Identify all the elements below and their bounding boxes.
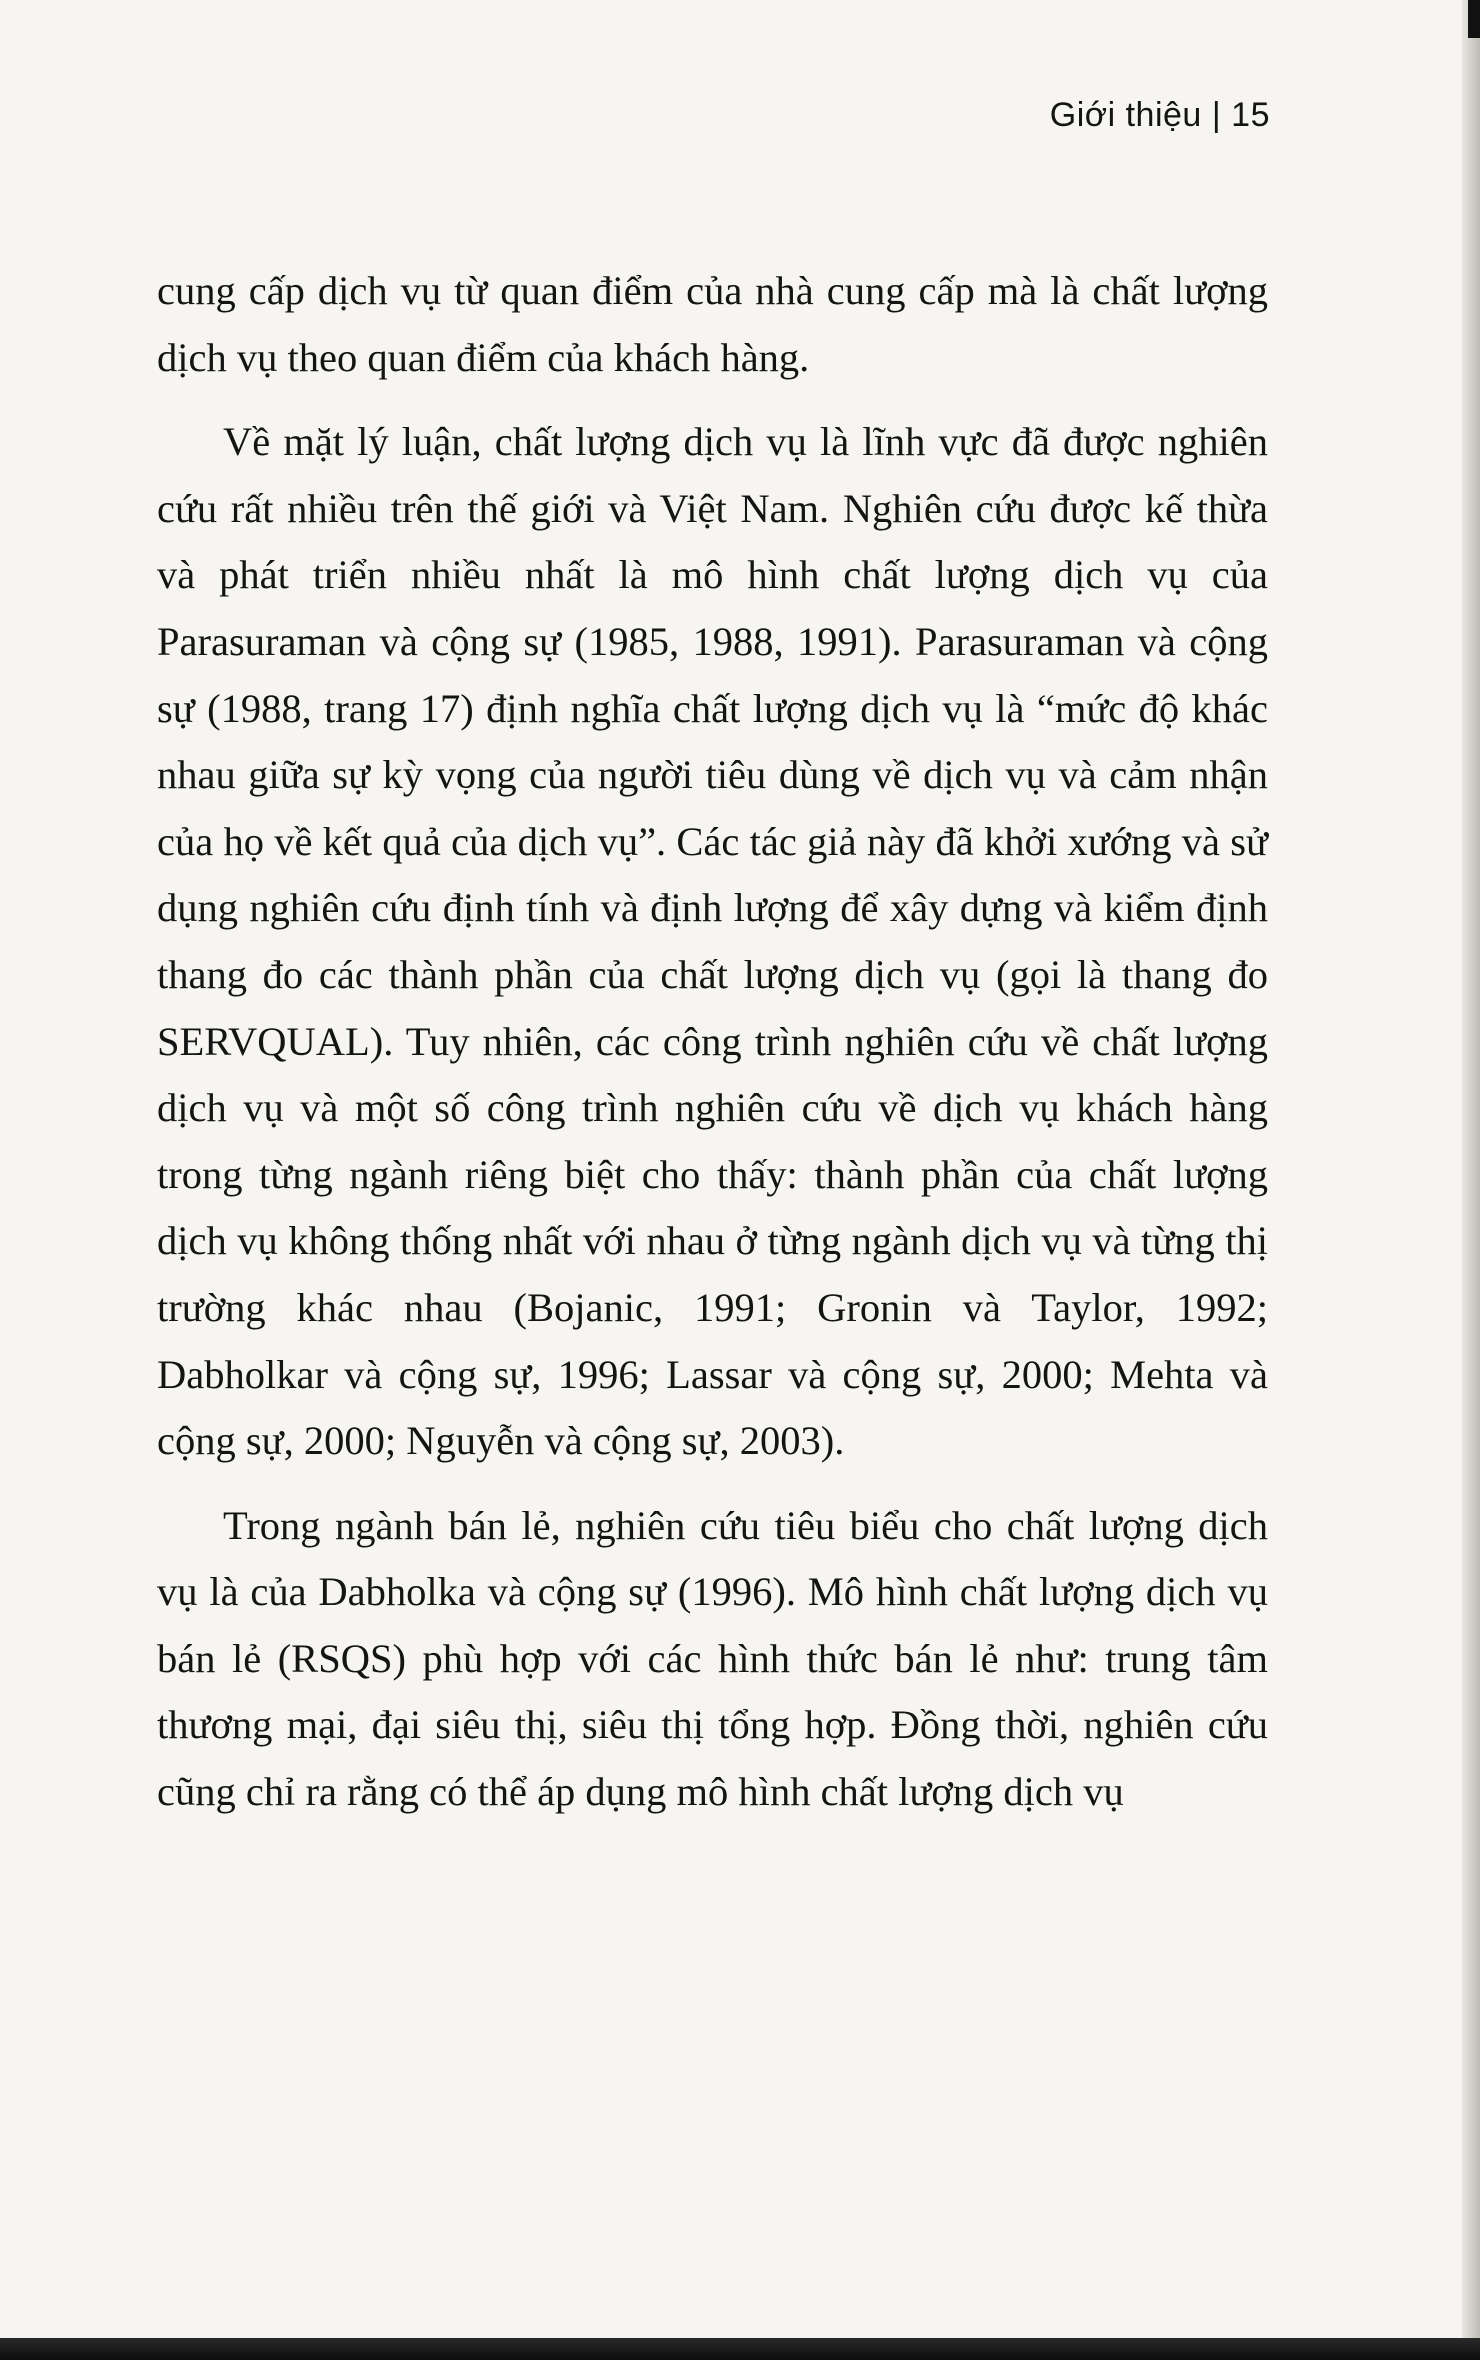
page-number: 15 (1231, 96, 1270, 134)
scan-shadow (0, 2338, 1480, 2360)
header-separator: | (1211, 96, 1222, 134)
running-header (1050, 96, 1270, 135)
book-edge (1462, 0, 1480, 2360)
paragraph-continued: cung cấp dịch vụ từ quan điểm của nhà cung cấp mà là chất lượng dịch vụ theo quan điểm của khách hàng. (157, 268, 1268, 380)
paragraph-retail: Trong ngành bán lẻ, nghiên cứu tiêu biểu cho chất lượng dịch vụ là của Dabholka và cộng sự (1996). Mô hình chất lượng dịch vụ bán lẻ (RSQS) phù hợp với các hình thức bán lẻ như: trung tâm thương mại, đại siêu thị, siêu thị tổng hợp. Đồng thời, nghiên cứu cũng chỉ ra rằng có thể áp dụng mô hình chất lượng dịch vụ (157, 1502, 1268, 1815)
paragraph-theory: Về mặt lý luận, chất lượng dịch vụ là lĩnh vực đã được nghiên cứu rất nhiều trên thế giới và Việt Nam. Nghiên cứu được kế thừa và phát triển nhiều nhất là mô hình chất lượng dịch vụ của Parasuraman và cộng sự (1985, 1988, 1991). Parasuraman và cộng sự (1988, trang 17) định nghĩa chất lượng dịch vụ là “mức độ khác nhau giữa sự kỳ vọng của người tiêu dùng về dịch vụ và cảm nhận của họ về kết quả của dịch vụ”. Các tác giả này đã khởi xướng và sử dụng nghiên cứu định tính và định lượng để xây dựng và kiểm định thang đo các thành phần của chất lượng dịch vụ (gọi là thang đo SERVQUAL). Tuy nhiên, các công trình nghiên cứu về chất lượng dịch vụ và một số công trình nghiên cứu về dịch vụ khách hàng trong từng ngành riêng biệt cho thấy: thành phần của chất lượng dịch vụ không thống nhất với nhau ở từng ngành dịch vụ và từng thị trường khác nhau (Bojanic, 1991; Gronin và Taylor, 1992; Dabholkar và cộng sự, 1996; Lassar và cộng sự, 2000; Mehta và cộng sự, 2000; Nguyễn và cộng sự, 2003). (157, 419, 1268, 1464)
section-title: Giới thiệu (1049, 96, 1202, 134)
body-text (157, 258, 1268, 1826)
scan-corner-mark (1468, 0, 1480, 38)
